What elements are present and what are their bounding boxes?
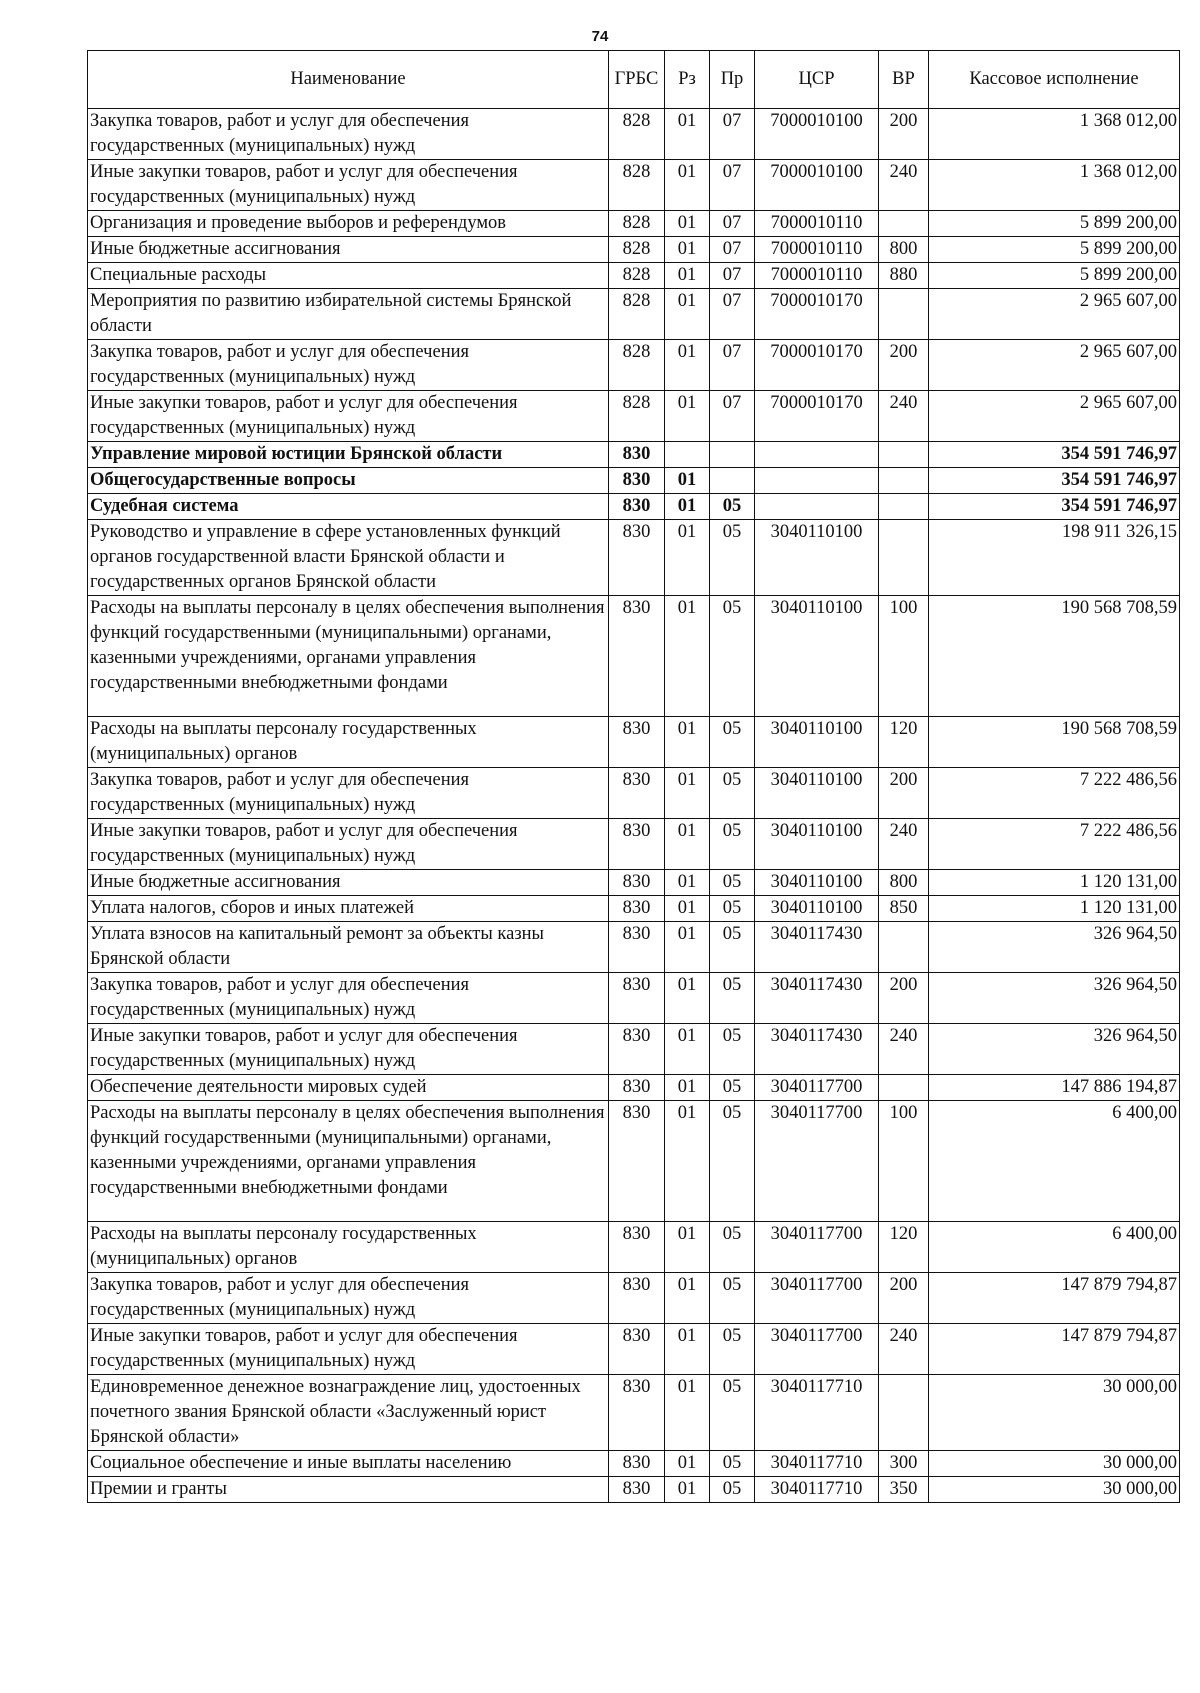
cell-rz: 01 — [665, 1101, 710, 1222]
cell-grbs: 830 — [609, 1075, 665, 1101]
cell-pr: 05 — [710, 1451, 755, 1477]
cell-csr: 7000010170 — [755, 289, 879, 340]
cell-amount: 5 899 200,00 — [929, 237, 1180, 263]
cell-csr: 3040117430 — [755, 973, 879, 1024]
cell-name: Единовременное денежное вознаграждение лиц, удостоенных почетного звания Брянской области «Заслуженный юрист Брянской области» — [88, 1375, 609, 1451]
cell-grbs: 828 — [609, 263, 665, 289]
cell-amount: 30 000,00 — [929, 1451, 1180, 1477]
cell-grbs: 830 — [609, 1101, 665, 1222]
cell-csr: 3040110100 — [755, 768, 879, 819]
cell-vr: 240 — [879, 391, 929, 442]
table-row — [88, 768, 1180, 819]
table-row — [88, 109, 1180, 160]
cell-pr: 05 — [710, 1075, 755, 1101]
table-row — [88, 263, 1180, 289]
cell-pr: 07 — [710, 263, 755, 289]
cell-csr: 3040110100 — [755, 896, 879, 922]
cell-grbs: 830 — [609, 717, 665, 768]
cell-name: Закупка товаров, работ и услуг для обеспечения государственных (муниципальных) нужд — [88, 109, 609, 160]
table-row — [88, 973, 1180, 1024]
cell-csr — [755, 442, 879, 468]
table-row — [88, 1375, 1180, 1451]
table-row — [88, 819, 1180, 870]
cell-csr: 7000010170 — [755, 391, 879, 442]
cell-amount: 30 000,00 — [929, 1477, 1180, 1503]
table-row — [88, 340, 1180, 391]
cell-grbs: 830 — [609, 1477, 665, 1503]
cell-rz: 01 — [665, 237, 710, 263]
cell-pr: 05 — [710, 1375, 755, 1451]
cell-grbs: 830 — [609, 520, 665, 596]
table-row — [88, 596, 1180, 717]
cell-csr — [755, 468, 879, 494]
header-csr: ЦСР — [755, 51, 879, 109]
cell-amount: 6 400,00 — [929, 1101, 1180, 1222]
cell-amount: 5 899 200,00 — [929, 211, 1180, 237]
cell-rz: 01 — [665, 596, 710, 717]
table-row — [88, 520, 1180, 596]
cell-vr: 240 — [879, 1024, 929, 1075]
cell-csr: 3040117700 — [755, 1222, 879, 1273]
cell-rz: 01 — [665, 391, 710, 442]
cell-pr: 07 — [710, 237, 755, 263]
cell-name: Социальное обеспечение и иные выплаты населению — [88, 1451, 609, 1477]
cell-name: Расходы на выплаты персоналу в целях обеспечения выполнения функций государственными (муниципальными) органами, казенными учреждениями, органами управления государственными внебюджетными фондами — [88, 596, 609, 717]
table-row — [88, 442, 1180, 468]
cell-csr: 3040117700 — [755, 1324, 879, 1375]
cell-pr: 05 — [710, 717, 755, 768]
cell-vr — [879, 468, 929, 494]
cell-rz: 01 — [665, 1451, 710, 1477]
cell-rz: 01 — [665, 263, 710, 289]
cell-amount: 2 965 607,00 — [929, 391, 1180, 442]
table-row — [88, 1324, 1180, 1375]
cell-amount: 30 000,00 — [929, 1375, 1180, 1451]
cell-csr: 3040117700 — [755, 1101, 879, 1222]
cell-pr: 07 — [710, 109, 755, 160]
cell-name: Обеспечение деятельности мировых судей — [88, 1075, 609, 1101]
cell-vr: 300 — [879, 1451, 929, 1477]
cell-csr: 3040117710 — [755, 1451, 879, 1477]
cell-amount: 326 964,50 — [929, 973, 1180, 1024]
cell-vr: 200 — [879, 340, 929, 391]
cell-pr: 05 — [710, 1273, 755, 1324]
cell-name: Иные закупки товаров, работ и услуг для обеспечения государственных (муниципальных) нужд — [88, 160, 609, 211]
table-row — [88, 1451, 1180, 1477]
cell-name: Закупка товаров, работ и услуг для обеспечения государственных (муниципальных) нужд — [88, 768, 609, 819]
cell-grbs: 830 — [609, 468, 665, 494]
cell-name: Иные бюджетные ассигнования — [88, 870, 609, 896]
cell-pr: 05 — [710, 1101, 755, 1222]
cell-amount: 198 911 326,15 — [929, 520, 1180, 596]
cell-vr — [879, 211, 929, 237]
cell-vr: 100 — [879, 1101, 929, 1222]
cell-name: Управление мировой юстиции Брянской области — [88, 442, 609, 468]
table-row — [88, 494, 1180, 520]
cell-csr — [755, 494, 879, 520]
table-row — [88, 468, 1180, 494]
cell-grbs: 828 — [609, 340, 665, 391]
cell-pr: 05 — [710, 819, 755, 870]
cell-pr: 05 — [710, 596, 755, 717]
cell-name: Премии и гранты — [88, 1477, 609, 1503]
cell-name: Расходы на выплаты персоналу государственных (муниципальных) органов — [88, 1222, 609, 1273]
cell-vr: 200 — [879, 768, 929, 819]
cell-rz: 01 — [665, 896, 710, 922]
cell-grbs: 828 — [609, 391, 665, 442]
cell-grbs: 830 — [609, 973, 665, 1024]
table-header-row — [88, 51, 1180, 109]
cell-grbs: 830 — [609, 922, 665, 973]
cell-csr: 3040117430 — [755, 922, 879, 973]
cell-amount: 1 120 131,00 — [929, 896, 1180, 922]
cell-name: Уплата налогов, сборов и иных платежей — [88, 896, 609, 922]
cell-pr: 05 — [710, 494, 755, 520]
cell-csr: 3040117700 — [755, 1273, 879, 1324]
cell-vr: 800 — [879, 237, 929, 263]
cell-grbs: 830 — [609, 596, 665, 717]
cell-name: Руководство и управление в сфере установленных функций органов государственной власти Брянской области и государственных органов Брянской области — [88, 520, 609, 596]
table-row — [88, 1075, 1180, 1101]
cell-grbs: 828 — [609, 237, 665, 263]
page-number: 74 — [591, 28, 609, 45]
cell-vr — [879, 289, 929, 340]
cell-vr: 120 — [879, 1222, 929, 1273]
cell-amount: 190 568 708,59 — [929, 717, 1180, 768]
cell-pr — [710, 442, 755, 468]
header-amount: Кассовое исполнение — [929, 51, 1180, 109]
cell-vr: 120 — [879, 717, 929, 768]
cell-name: Иные бюджетные ассигнования — [88, 237, 609, 263]
cell-grbs: 828 — [609, 289, 665, 340]
cell-rz: 01 — [665, 1273, 710, 1324]
header-pr: Пр — [710, 51, 755, 109]
cell-amount: 2 965 607,00 — [929, 289, 1180, 340]
cell-rz: 01 — [665, 819, 710, 870]
cell-rz: 01 — [665, 468, 710, 494]
cell-pr: 05 — [710, 520, 755, 596]
cell-pr: 05 — [710, 896, 755, 922]
table-row — [88, 717, 1180, 768]
cell-pr: 05 — [710, 1477, 755, 1503]
cell-amount: 147 879 794,87 — [929, 1273, 1180, 1324]
cell-pr: 05 — [710, 1324, 755, 1375]
cell-name: Закупка товаров, работ и услуг для обеспечения государственных (муниципальных) нужд — [88, 973, 609, 1024]
table-row — [88, 1101, 1180, 1222]
cell-name: Иные закупки товаров, работ и услуг для обеспечения государственных (муниципальных) нужд — [88, 1024, 609, 1075]
cell-grbs: 830 — [609, 1222, 665, 1273]
cell-name: Судебная система — [88, 494, 609, 520]
cell-rz: 01 — [665, 1024, 710, 1075]
cell-grbs: 828 — [609, 211, 665, 237]
table-row — [88, 870, 1180, 896]
cell-vr: 100 — [879, 596, 929, 717]
cell-vr: 200 — [879, 1273, 929, 1324]
cell-name: Расходы на выплаты персоналу государственных (муниципальных) органов — [88, 717, 609, 768]
cell-csr: 3040110100 — [755, 520, 879, 596]
cell-name: Иные закупки товаров, работ и услуг для обеспечения государственных (муниципальных) нужд — [88, 819, 609, 870]
cell-rz: 01 — [665, 768, 710, 819]
cell-amount: 354 591 746,97 — [929, 442, 1180, 468]
cell-amount: 6 400,00 — [929, 1222, 1180, 1273]
cell-csr: 7000010110 — [755, 237, 879, 263]
table-row — [88, 896, 1180, 922]
cell-name: Закупка товаров, работ и услуг для обеспечения государственных (муниципальных) нужд — [88, 340, 609, 391]
cell-rz: 01 — [665, 160, 710, 211]
cell-rz: 01 — [665, 717, 710, 768]
cell-rz: 01 — [665, 870, 710, 896]
cell-vr — [879, 442, 929, 468]
cell-rz: 01 — [665, 494, 710, 520]
cell-csr: 3040117710 — [755, 1477, 879, 1503]
cell-amount: 326 964,50 — [929, 922, 1180, 973]
cell-name: Иные закупки товаров, работ и услуг для обеспечения государственных (муниципальных) нужд — [88, 391, 609, 442]
cell-vr — [879, 1375, 929, 1451]
cell-pr: 07 — [710, 160, 755, 211]
cell-grbs: 830 — [609, 819, 665, 870]
header-grbs: ГРБС — [609, 51, 665, 109]
cell-grbs: 830 — [609, 1273, 665, 1324]
table-row — [88, 211, 1180, 237]
cell-amount: 2 965 607,00 — [929, 340, 1180, 391]
cell-vr: 880 — [879, 263, 929, 289]
cell-rz: 01 — [665, 1324, 710, 1375]
cell-csr: 3040110100 — [755, 596, 879, 717]
cell-name: Специальные расходы — [88, 263, 609, 289]
cell-amount: 1 120 131,00 — [929, 870, 1180, 896]
cell-vr: 240 — [879, 819, 929, 870]
cell-csr: 3040110100 — [755, 717, 879, 768]
cell-name: Уплата взносов на капитальный ремонт за объекты казны Брянской области — [88, 922, 609, 973]
cell-grbs: 830 — [609, 442, 665, 468]
cell-name: Расходы на выплаты персоналу в целях обеспечения выполнения функций государственными (муниципальными) органами, казенными учреждениями, органами управления государственными внебюджетными фондами — [88, 1101, 609, 1222]
table-row — [88, 289, 1180, 340]
cell-grbs: 830 — [609, 870, 665, 896]
cell-pr: 05 — [710, 870, 755, 896]
cell-amount: 1 368 012,00 — [929, 160, 1180, 211]
cell-vr — [879, 520, 929, 596]
cell-amount: 354 591 746,97 — [929, 494, 1180, 520]
cell-grbs: 830 — [609, 768, 665, 819]
budget-execution-table — [87, 50, 1180, 1503]
cell-amount: 326 964,50 — [929, 1024, 1180, 1075]
cell-vr — [879, 1075, 929, 1101]
cell-grbs: 830 — [609, 1451, 665, 1477]
cell-vr: 240 — [879, 160, 929, 211]
cell-name: Мероприятия по развитию избирательной системы Брянской области — [88, 289, 609, 340]
cell-rz: 01 — [665, 1075, 710, 1101]
cell-grbs: 830 — [609, 1324, 665, 1375]
cell-grbs: 830 — [609, 494, 665, 520]
cell-csr: 7000010110 — [755, 263, 879, 289]
cell-pr: 05 — [710, 1024, 755, 1075]
cell-vr: 850 — [879, 896, 929, 922]
cell-rz: 01 — [665, 973, 710, 1024]
cell-rz: 01 — [665, 922, 710, 973]
cell-grbs: 830 — [609, 896, 665, 922]
header-rz: Рз — [665, 51, 710, 109]
table-row — [88, 1222, 1180, 1273]
cell-csr: 7000010100 — [755, 160, 879, 211]
cell-csr: 3040117430 — [755, 1024, 879, 1075]
cell-rz — [665, 442, 710, 468]
cell-csr: 3040110100 — [755, 819, 879, 870]
cell-name: Организация и проведение выборов и референдумов — [88, 211, 609, 237]
cell-name: Иные закупки товаров, работ и услуг для обеспечения государственных (муниципальных) нужд — [88, 1324, 609, 1375]
cell-pr: 07 — [710, 391, 755, 442]
cell-csr: 7000010170 — [755, 340, 879, 391]
cell-grbs: 828 — [609, 109, 665, 160]
cell-rz: 01 — [665, 340, 710, 391]
cell-vr: 200 — [879, 973, 929, 1024]
cell-amount: 190 568 708,59 — [929, 596, 1180, 717]
cell-amount: 1 368 012,00 — [929, 109, 1180, 160]
cell-pr — [710, 468, 755, 494]
header-name: Наименование — [88, 51, 609, 109]
cell-vr: 240 — [879, 1324, 929, 1375]
cell-rz: 01 — [665, 211, 710, 237]
table-row — [88, 1024, 1180, 1075]
table-row — [88, 160, 1180, 211]
cell-csr: 3040117710 — [755, 1375, 879, 1451]
cell-name: Общегосударственные вопросы — [88, 468, 609, 494]
cell-pr: 05 — [710, 1222, 755, 1273]
table-row — [88, 922, 1180, 973]
cell-pr: 07 — [710, 340, 755, 391]
cell-csr: 3040117700 — [755, 1075, 879, 1101]
cell-pr: 05 — [710, 922, 755, 973]
cell-vr: 800 — [879, 870, 929, 896]
cell-rz: 01 — [665, 1477, 710, 1503]
cell-pr: 07 — [710, 211, 755, 237]
cell-rz: 01 — [665, 1375, 710, 1451]
cell-rz: 01 — [665, 289, 710, 340]
cell-csr: 3040110100 — [755, 870, 879, 896]
table-row — [88, 1273, 1180, 1324]
cell-rz: 01 — [665, 109, 710, 160]
table-row — [88, 237, 1180, 263]
table-row — [88, 391, 1180, 442]
cell-amount: 7 222 486,56 — [929, 768, 1180, 819]
cell-vr: 350 — [879, 1477, 929, 1503]
cell-amount: 354 591 746,97 — [929, 468, 1180, 494]
cell-pr: 05 — [710, 973, 755, 1024]
cell-pr: 05 — [710, 768, 755, 819]
cell-amount: 147 879 794,87 — [929, 1324, 1180, 1375]
cell-vr — [879, 494, 929, 520]
cell-vr: 200 — [879, 109, 929, 160]
cell-pr: 07 — [710, 289, 755, 340]
cell-grbs: 830 — [609, 1375, 665, 1451]
cell-grbs: 828 — [609, 160, 665, 211]
header-vr: ВР — [879, 51, 929, 109]
cell-rz: 01 — [665, 1222, 710, 1273]
cell-amount: 5 899 200,00 — [929, 263, 1180, 289]
cell-csr: 7000010100 — [755, 109, 879, 160]
cell-vr — [879, 922, 929, 973]
cell-amount: 7 222 486,56 — [929, 819, 1180, 870]
cell-csr: 7000010110 — [755, 211, 879, 237]
cell-grbs: 830 — [609, 1024, 665, 1075]
cell-amount: 147 886 194,87 — [929, 1075, 1180, 1101]
cell-name: Закупка товаров, работ и услуг для обеспечения государственных (муниципальных) нужд — [88, 1273, 609, 1324]
table-row — [88, 1477, 1180, 1503]
cell-rz: 01 — [665, 520, 710, 596]
